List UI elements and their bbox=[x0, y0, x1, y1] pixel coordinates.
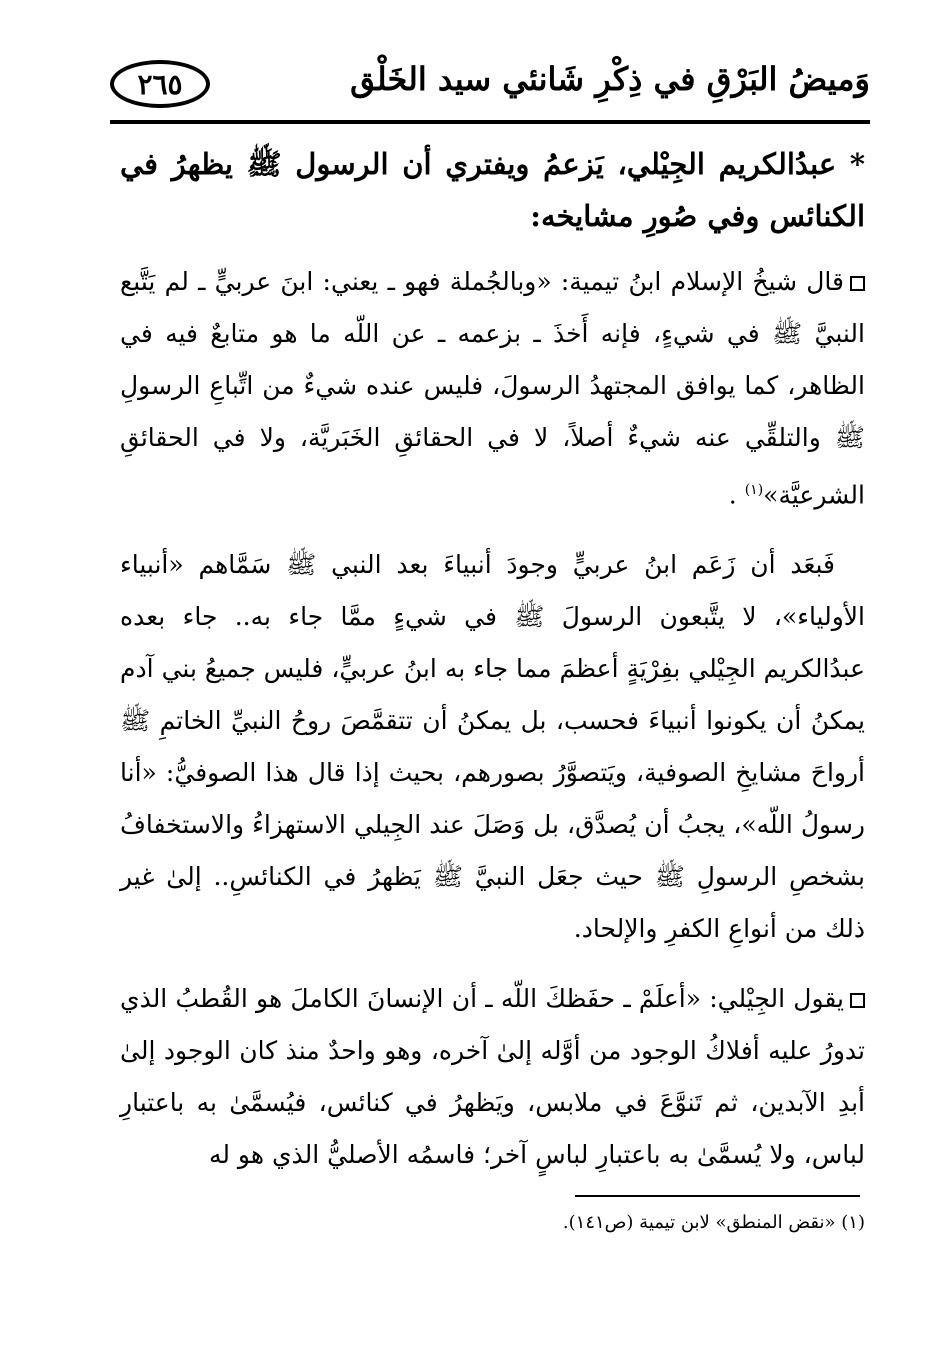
paragraph-quote-jili bbox=[120, 973, 865, 1181]
paragraph-text: قال شيخُ الإسلام ابنُ تيمية: «وبالجُملة فهو ـ يعني: ابنَ عربيٍّ ـ لم يَتَّبع النبيَّ ﷺ في شيءٍ، فإنه أَخذَ ـ بزعمه ـ عن اللّه ما هو متابعٌ فيه في الظاهر، كما يوافق المجتهدُ الرسولَ، فليس عنده شيءٌ من اتِّباعِ الرسولِ ﷺ والتلقِّي عنه شيءٌ أصلاً، لا في الحقائقِ الخَبَريَّة، ولا في الحقائقِ الشرعيَّة» bbox=[120, 267, 865, 510]
paragraph-commentary: فَبعَد أن زَعَم ابنُ عربيٍّ وجودَ أنبياءَ بعد النبي ﷺ سَمَّاهم «أنبياء الأولياء»، لا يتَّبعون الرسولَ ﷺ في شيءٍ ممَّا جاء به.. جاء بعده عبدُالكريم الجِيْلي بفِرْيَةٍ أعظمَ مما جاء به ابنُ عربيٍّ، فليس جميعُ بني آدم يمكنُ أن يكونوا أنبياءَ فحسب، بل يمكنُ أن تتقمَّصَ روحُ النبيِّ الخاتمِ ﷺ أرواحَ مشايخِ الصوفية، ويَتصوَّرُ بصورهم، بحيث إذا قال هذا الصوفيُّ: «أنا رسولُ اللّه»، يجبُ أن يُصدَّق، بل وَصَلَ عند الجِيلي الاستهزاءُ والاستخفافُ بشخصِ الرسولِ ﷺ حيث جعَل النبيَّ ﷺ يَظهرُ في الكنائسِ.. إلىٰ غير ذلك من أنواعِ الكفرِ والإلحاد. bbox=[120, 550, 865, 944]
paragraph-text: يقول الجِيْلي: «أعلَمْ ـ حفَظكَ اللّه ـ أن الإنسانَ الكاملَ هو القُطبُ الذي تدورُ عليه أفلاكُ الوجود من أوَّله إلىٰ آخره، وهو واحدٌ منذ كان الوجود إلىٰ أبدِ الآبدين، ثم تَنوَّعَ في ملابس، ويَظهرُ في كنائس، فيُسمَّىٰ به باعتبارِ لباس، ولا يُسمَّىٰ به باعتبارِ لباسٍ آخر؛ فاسمُه الأصليُّ الذي هو له bbox=[120, 984, 865, 1170]
footnote: (١) «نقض المنطق» لابن تيمية (ص١٤١). bbox=[562, 1212, 865, 1233]
footnote-reference: (١) bbox=[744, 482, 764, 498]
quote-box-icon bbox=[850, 276, 865, 291]
quote-box-icon bbox=[850, 993, 865, 1008]
main-text bbox=[120, 130, 865, 1199]
paragraph-quote-ibn-taymiyya bbox=[120, 256, 865, 521]
page-number: ٢٦٥ bbox=[110, 60, 210, 108]
section-heading: * عبدُالكريم الجِيْلي، يَزعمُ ويفتري أن الرسول ﷺ يظهرُ في الكنائس وفي صُورِ مشايخه: bbox=[120, 147, 865, 233]
running-title: وَميضُ البَرْقِ في ذِكْرِ شَانئي سيد الخَلْق bbox=[350, 60, 870, 98]
header-rule bbox=[110, 120, 870, 124]
footnote-rule bbox=[575, 1195, 860, 1197]
paragraph-tail: . bbox=[728, 480, 745, 510]
page-header bbox=[110, 46, 870, 122]
